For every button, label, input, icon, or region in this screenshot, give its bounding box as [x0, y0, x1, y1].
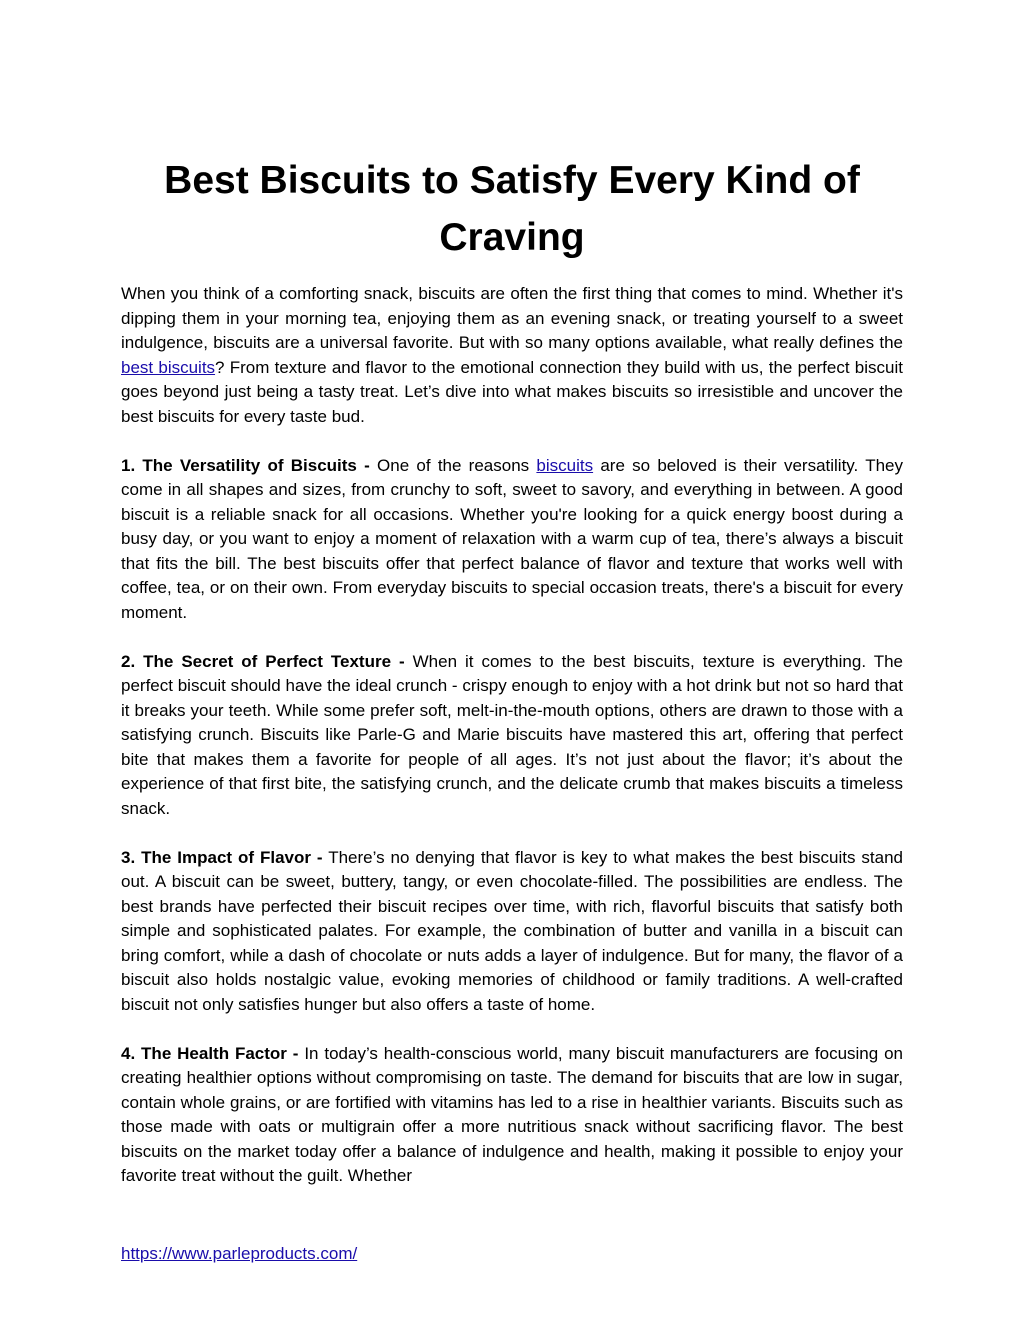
section-texture — [121, 650, 903, 822]
section-versatility-heading: 1. The Versatility of Biscuits - — [121, 455, 370, 475]
footer-website-link[interactable]: https://www.parleproducts.com/ — [121, 1244, 358, 1263]
section-health-text: In today’s health-conscious world, many biscuit manufacturers are focusing on creating healthier options without compromising on taste. The demand for biscuits that are low in sugar, contain whole grains, or are fortified with vitamins has led to a rise in healthier variants. Biscuits such as those made with oats or multigrain offer a more nutritious snack without sacrificing flavor. The best biscuits on the market today offer a balance of indulgence and health, making it possible to enjoy your favorite treat without the guilt. Whether — [121, 1043, 903, 1185]
section-flavor-text: There’s no denying that flavor is key to what makes the best biscuits stand out. A biscuit can be sweet, buttery, tangy, or even chocolate-filled. The possibilities are endless. The best brands have perfected their biscuit recipes over time, with rich, flavorful biscuits that satisfy both simple and sophisticated palates. For example, the combination of butter and vanilla in a biscuit can bring comfort, while a dash of chocolate or nuts adds a layer of indulgence. But for many, the flavor of a biscuit also holds nostalgic value, evoking memories of childhood or family traditions. A well-crafted biscuit not only satisfies hunger but also offers a taste of home. — [121, 847, 903, 1014]
section-versatility-text-after-link: are so beloved is their versatility. They come in all shapes and sizes, from crunchy to soft, sweet to savory, and everything in between. A good biscuit is a reliable snack for all occasions. Whether you're looking for a quick energy boost during a busy day, or you want to enjoy a moment of relaxation with a warm cup of tea, there’s always a biscuit that fits the bill. The best biscuits offer that perfect balance of flavor and texture that works well with coffee, tea, or on their own. From everyday biscuits to special occasion treats, there's a biscuit for every moment. — [121, 455, 903, 622]
section-flavor-heading: 3. The Impact of Flavor - — [121, 847, 323, 867]
intro-text-after-link: ? From texture and flavor to the emotional connection they build with us, the perfect biscuit goes beyond just being a tasty treat. Let’s dive into what makes biscuits so irresistible and uncover the best biscuits for every taste bud. — [121, 357, 903, 426]
biscuits-link[interactable]: biscuits — [536, 455, 594, 475]
section-texture-text: When it comes to the best biscuits, texture is everything. The perfect biscuit should have the ideal crunch - crispy enough to enjoy with a hot drink but not so hard that it breaks your teeth. While some prefer soft, melt-in-the-mouth options, others are drawn to those with a satisfying crunch. Biscuits like Parle-G and Marie biscuits have mastered this art, offering that perfect bite that makes them a favorite for people of all ages. It’s not just about the flavor; it’s about the experience of that first bite, the satisfying crunch, and the delicate crumb that makes biscuits a timeless snack. — [121, 651, 903, 818]
section-versatility-text-before-link: One of the reasons — [369, 455, 537, 475]
section-texture-heading: 2. The Secret of Perfect Texture - — [121, 651, 405, 671]
intro-text-before-link: When you think of a comforting snack, biscuits are often the first thing that comes to mind. Whether it's dipping them in your morning tea, enjoying them as an evening snack, or treating yourself to a sweet indulgence, biscuits are a universal favorite. But with so many options available, what really defines the — [121, 284, 903, 352]
page-footer — [121, 1243, 357, 1265]
section-versatility — [121, 454, 903, 626]
best-biscuits-link[interactable]: best biscuits — [121, 357, 216, 377]
intro-paragraph — [121, 282, 903, 429]
section-health — [121, 1042, 903, 1189]
article-body — [121, 282, 903, 1213]
page-title: Best Biscuits to Satisfy Every Kind of Craving — [164, 159, 860, 259]
section-health-heading: 4. The Health Factor - — [121, 1043, 299, 1063]
section-flavor — [121, 846, 903, 1018]
